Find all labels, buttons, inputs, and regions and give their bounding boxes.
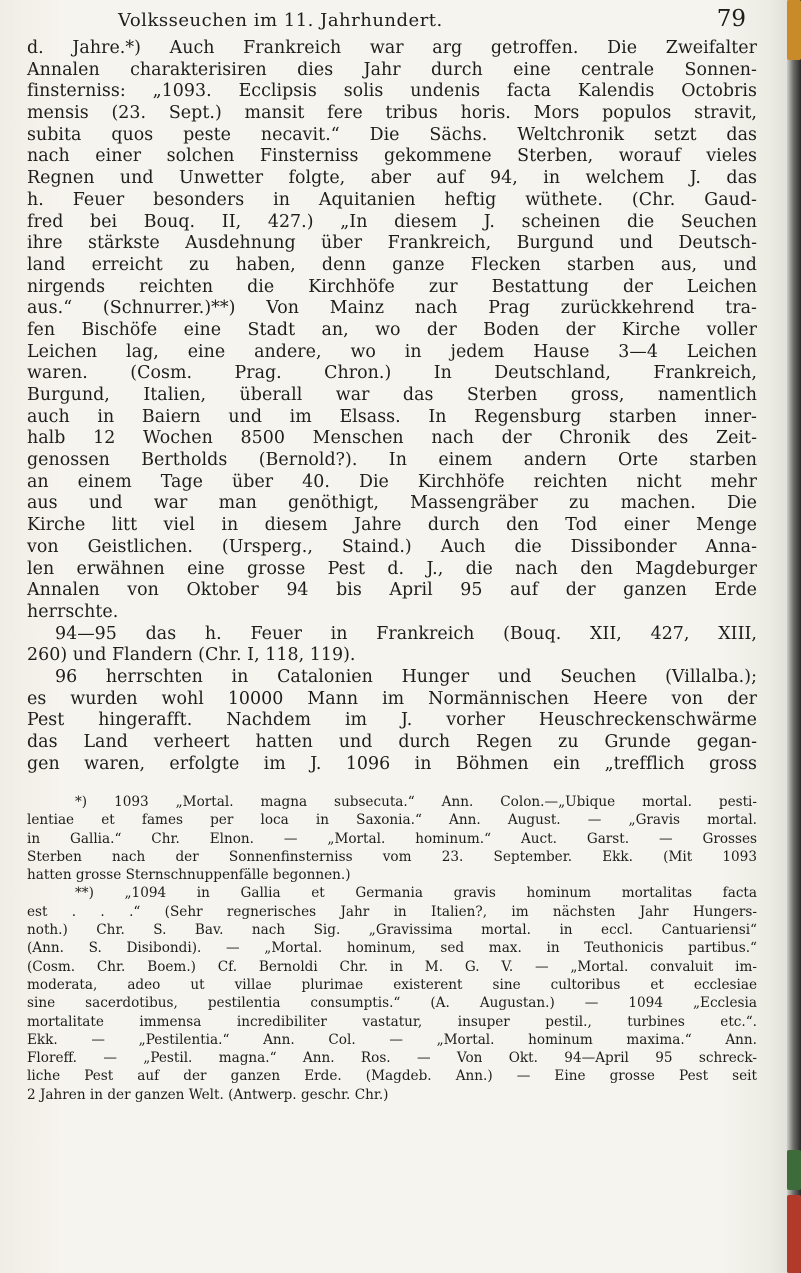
footnote-line: mortalitate immensa incredibiliter vastatur, insuper pestil., turbines etc.“. — [27, 1013, 757, 1030]
body-line: herrschte. — [27, 601, 119, 622]
footnote-line: est . . .“ (Sehr regnerisches Jahr in Italien?, im nächsten Jahr Hungers- — [27, 903, 757, 920]
body-line: auch in Baiern und im Elsass. In Regensburg starben inner- — [27, 406, 757, 427]
body-line: genossen Bertholds (Bernold?). In einem andern Orte starben — [27, 450, 757, 471]
body-line: an einem Tage über 40. Die Kirchhöfe reichten nicht mehr — [27, 471, 757, 492]
body-line: aus und war man genöthigt, Massengräber zu machen. Die — [27, 493, 757, 514]
body-line: finsterniss: „1093. Ecclipsis solis undenis facta Kalendis Octobris — [27, 81, 757, 102]
body-line: ihre stärkste Ausdehnung über Frankreich, Burgund und Deutsch- — [27, 233, 757, 254]
body-line: Annalen charakterisiren dies Jahr durch eine centrale Sonnen- — [27, 59, 757, 80]
body-line: fred bei Bouq. II, 427.) „In diesem J. scheinen die Seuchen — [27, 211, 757, 232]
running-head — [112, 6, 752, 34]
body-line: Kirche litt viel in diesem Jahre durch den Tod einer Menge — [27, 515, 757, 536]
body-line: Regnen und Unwetter folgte, aber auf 94, in welchem J. das — [27, 168, 757, 189]
body-line: gen waren, erfolgte im J. 1096 in Böhmen ein „trefflich gross — [27, 753, 757, 774]
footnote-line: in Gallia.“ Chr. Elnon. — „Mortal. hominum.“ Auct. Garst. — Grosses — [27, 830, 757, 847]
footnote-line: (Ann. S. Disibondi). — „Mortal. hominum, sed max. in Teuthonicis partibus.“ — [27, 940, 757, 957]
footnote-line: Ekk. — „Pestilentia.“ Ann. Col. — „Mortal. hominum maxima.“ Ann. — [27, 1031, 757, 1048]
body-line: Leichen lag, eine andere, wo in jedem Hause 3—4 Leichen — [27, 341, 757, 362]
running-title: Volksseuchen im 11. Jahrhundert. — [118, 10, 443, 31]
footnote-line: *) 1093 „Mortal. magna subsecuta.“ Ann. Colon.—„Ubique mortal. pesti- — [75, 794, 757, 810]
footnote-line: (Cosm. Chr. Boem.) Cf. Bernoldi Chr. in M. G. V. — „Mortal. convaluit im- — [27, 958, 757, 975]
edge-color-tab — [787, 0, 801, 60]
body-line: waren. (Cosm. Prag. Chron.) In Deutschland, Frankreich, — [27, 363, 757, 384]
footnotes — [27, 793, 757, 1104]
body-line: subita quos peste necavit.“ Die Sächs. Weltchronik setzt das — [27, 124, 757, 145]
page-number: 79 — [716, 6, 746, 32]
body-line: 260) und Flandern (Chr. I, 118, 119). — [27, 645, 356, 666]
body-line: 94—95 das h. Feuer in Frankreich (Bouq. XII, 427, XIII, — [55, 623, 757, 644]
body-line: von Geistlichen. (Ursperg., Staind.) Auch die Dissibonder Anna- — [27, 536, 757, 557]
body-line: mensis (23. Sept.) mansit fere tribus horis. Mors populos stravit, — [27, 103, 757, 124]
binding-edge — [787, 0, 801, 1273]
edge-color-tab — [787, 1150, 801, 1190]
body-line: es wurden wohl 10000 Mann im Normännischen Heere von der — [27, 688, 757, 709]
body-line: Pest hingerafft. Nachdem im J. vorher Heuschreckenschwärme — [27, 710, 757, 731]
body-line: aus.“ (Schnurrer.)**) Von Mainz nach Prag zurückkehrend tra- — [27, 298, 757, 319]
edge-color-tab — [787, 1195, 801, 1273]
body-line: fen Bischöfe eine Stadt an, wo der Boden der Kirche voller — [27, 319, 757, 340]
body-line: das Land verheert hatten und durch Regen zu Grunde gegan- — [27, 732, 757, 752]
body-text — [27, 38, 757, 775]
footnote-line: **) „1094 in Gallia et Germania gravis hominum mortalitas facta — [75, 885, 757, 902]
body-line: halb 12 Wochen 8500 Menschen nach der Chronik des Zeit- — [27, 428, 757, 449]
footnote-line: Floreff. — „Pestil. magna.“ Ann. Ros. — Von Okt. 94—April 95 schreck- — [27, 1050, 757, 1067]
footnote-line: noth.) Chr. S. Bav. nach Sig. „Gravissima mortal. in eccl. Cantuariensi“ — [27, 922, 757, 939]
body-line: nach einer solchen Finsterniss gekommene Sterben, worauf vieles — [27, 146, 757, 167]
body-line: len erwähnen eine grosse Pest d. J., die nach den Magdeburger — [27, 558, 757, 579]
footnote-line: lentiae et fames per loca in Saxonia.“ Ann. August. — „Gravis mortal. — [27, 812, 757, 829]
footnote-line: hatten grosse Sternschnuppenfälle begonnen.) — [27, 867, 351, 884]
body-line: Annalen von Oktober 94 bis April 95 auf der ganzen Erde — [27, 580, 757, 601]
footnote-line: 2 Jahren in der ganzen Welt. (Antwerp. geschr. Chr.) — [27, 1086, 389, 1103]
footnote-line: Sterben nach der Sonnenfinsterniss vom 23. September. Ekk. (Mit 1093 — [27, 848, 757, 865]
body-line: d. Jahre.*) Auch Frankreich war arg getroffen. Die Zweifalter — [27, 38, 757, 58]
footnote-line: liche Pest auf der ganzen Erde. (Magdeb. Ann.) — Eine grosse Pest seit — [27, 1068, 757, 1085]
body-line: Burgund, Italien, überall war das Sterben gross, namentlich — [27, 385, 757, 405]
body-line: 96 herrschten in Catalonien Hunger und Seuchen (Villalba.); — [55, 666, 757, 687]
body-line: land erreicht zu haben, denn ganze Flecken starben aus, und — [27, 254, 757, 275]
body-line: nirgends reichten die Kirchhöfe zur Bestattung der Leichen — [27, 276, 757, 297]
footnote-line: sine sacerdotibus, pestilentia consumptis.“ (A. Augustan.) — 1094 „Ecclesia — [27, 995, 757, 1012]
body-line: h. Feuer besonders in Aquitanien heftig wüthete. (Chr. Gaud- — [27, 189, 757, 210]
footnote-line: moderata, adeo ut villae plurimae existerent sine cultoribus et ecclesiae — [27, 976, 757, 993]
